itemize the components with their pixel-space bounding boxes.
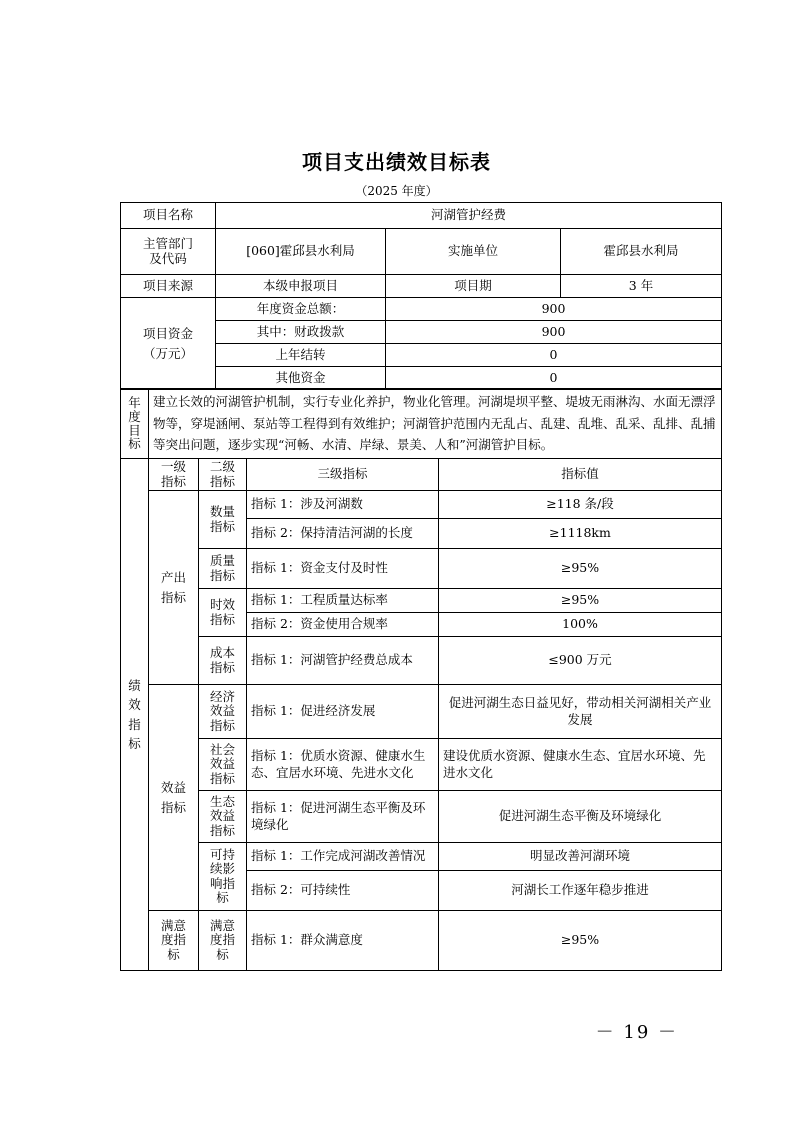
indicator-name: 指标 1：工程质量达标率 xyxy=(247,589,439,613)
indicator-name: 指标 1：资金支付及时性 xyxy=(247,549,439,589)
impl-value: 霍邱县水利局 xyxy=(561,229,722,275)
social-benefit-label: 社会 效益 指标 xyxy=(199,739,247,791)
indicator-name: 指标 1：优质水资源、健康水生态、宜居水环境、先进水文化 xyxy=(247,739,439,791)
indicator-name: 指标 1：促进经济发展 xyxy=(247,685,439,739)
fund-other-label: 其他资金 xyxy=(216,367,386,390)
quantity-indicators-label: 数量 指标 xyxy=(199,491,247,549)
source-label: 项目来源 xyxy=(121,275,216,298)
dept-value: [060]霍邱县水利局 xyxy=(216,229,386,275)
header-value: 指标值 xyxy=(439,459,722,491)
fund-fiscal-value: 900 xyxy=(386,321,722,344)
dept-label: 主管部门 及代码 xyxy=(121,229,216,275)
indicator-name: 指标 2：可持续性 xyxy=(247,871,439,911)
period-label: 项目期 xyxy=(386,275,561,298)
indicators-table xyxy=(120,458,722,971)
indicator-value: ≥1118km xyxy=(439,519,722,549)
indicator-name: 指标 1：河湖管护经费总成本 xyxy=(247,637,439,685)
indicator-value: ≥95% xyxy=(439,549,722,589)
indicator-value: 建设优质水资源、健康水生态、宜居水环境、先进水文化 xyxy=(439,739,722,791)
indicator-name: 指标 1：涉及河湖数 xyxy=(247,491,439,519)
year-label: （2025 年度） xyxy=(355,184,438,198)
fund-carryover-label: 上年结转 xyxy=(216,344,386,367)
indicator-value: 100% xyxy=(439,613,722,637)
annual-goal-label: 年度目标 xyxy=(121,389,149,459)
project-name-label: 项目名称 xyxy=(121,203,216,229)
indicator-name: 指标 1：群众满意度 xyxy=(247,911,439,971)
economic-benefit-label: 经济 效益 指标 xyxy=(199,685,247,739)
ecological-benefit-label: 生态 效益 指标 xyxy=(199,791,247,843)
satisfaction-sub-label: 满意 度指 标 xyxy=(199,911,247,971)
fund-carryover-value: 0 xyxy=(386,344,722,367)
impl-label: 实施单位 xyxy=(386,229,561,275)
indicator-value: ≥118 条/段 xyxy=(439,491,722,519)
indicator-value: 促进河湖生态日益见好，带动相关河湖相关产业发展 xyxy=(439,685,722,739)
performance-indicators-label: 绩效指标 xyxy=(121,459,149,971)
indicator-name: 指标 2：保持清洁河湖的长度 xyxy=(247,519,439,549)
indicator-value: 明显改善河湖环境 xyxy=(439,843,722,871)
page-number: － 19 － xyxy=(595,1022,678,1043)
benefit-indicators-label: 效益 指标 xyxy=(149,685,199,911)
sustainable-impact-label: 可持 续影 响指 标 xyxy=(199,843,247,911)
fund-total-label: 年度资金总额： xyxy=(216,298,386,321)
fund-fiscal-label: 其中：财政拨款 xyxy=(216,321,386,344)
timeliness-indicators-label: 时效 指标 xyxy=(199,589,247,637)
page-title: 项目支出绩效目标表 xyxy=(302,150,491,174)
cost-indicators-label: 成本 指标 xyxy=(199,637,247,685)
output-indicators-label: 产出 指标 xyxy=(149,491,199,685)
header-level2: 二级 指标 xyxy=(199,459,247,491)
indicator-name: 指标 1：促进河湖生态平衡及环境绿化 xyxy=(247,791,439,843)
quality-indicators-label: 质量 指标 xyxy=(199,549,247,589)
satisfaction-indicators-label: 满意 度指 标 xyxy=(149,911,199,971)
indicator-name: 指标 1：工作完成河湖改善情况 xyxy=(247,843,439,871)
annual-goal-text: 建立长效的河湖管护机制，实行专业化养护，物业化管理。河湖堤坝平整、堤坡无雨淋沟、水面无漂浮物等，穿堤涵闸、泵站等工程得到有效维护；河湖管护范围内无乱占、乱建、乱堆、乱采、乱排、乱捕等突出问题，逐步实现“河畅、水清、岸绿、景美、人和”河湖管护目标。 xyxy=(149,389,722,459)
period-value: 3 年 xyxy=(561,275,722,298)
fund-other-value: 0 xyxy=(386,367,722,390)
source-value: 本级申报项目 xyxy=(216,275,386,298)
indicator-value: 促进河湖生态平衡及环境绿化 xyxy=(439,791,722,843)
indicator-value: ≤900 万元 xyxy=(439,637,722,685)
header-level3: 三级指标 xyxy=(247,459,439,491)
indicator-name: 指标 2：资金使用合规率 xyxy=(247,613,439,637)
indicator-value: 河湖长工作逐年稳步推进 xyxy=(439,871,722,911)
indicator-value: ≥95% xyxy=(439,911,722,971)
funds-label: 项目资金 （万元） xyxy=(121,298,216,390)
indicator-value: ≥95% xyxy=(439,589,722,613)
basic-info-table xyxy=(120,202,722,390)
header-level1: 一级 指标 xyxy=(149,459,199,491)
fund-total-value: 900 xyxy=(386,298,722,321)
project-name-value: 河湖管护经费 xyxy=(216,203,722,229)
annual-goal-table xyxy=(120,388,722,459)
